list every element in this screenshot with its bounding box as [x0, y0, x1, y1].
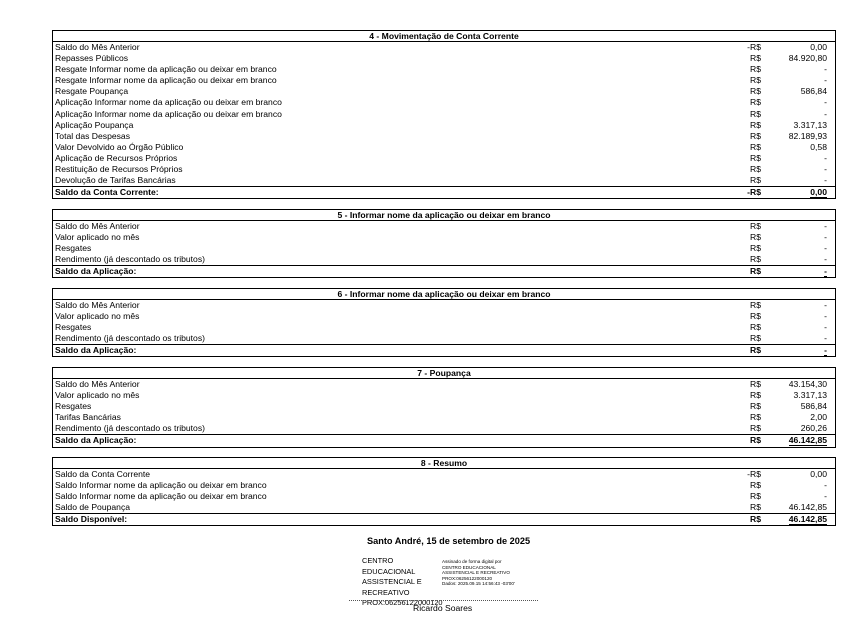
row-value: 2,00 — [810, 412, 827, 423]
table-row — [53, 164, 835, 175]
section-table — [52, 209, 836, 278]
row-value: - — [824, 491, 827, 502]
row-value: 46.142,85 — [788, 514, 827, 525]
row-currency: R$ — [750, 64, 761, 75]
section-title: 8 - Resumo — [53, 458, 835, 469]
row-label: Devolução de Tarifas Bancárias — [55, 175, 176, 186]
row-currency: R$ — [750, 232, 761, 243]
row-currency: R$ — [750, 75, 761, 86]
row-value: 586,84 — [800, 86, 827, 97]
row-currency: R$ — [750, 322, 761, 333]
row-currency: R$ — [750, 311, 761, 322]
row-label: Saldo da Conta Corrente: — [55, 187, 159, 198]
table-row — [53, 300, 835, 311]
row-value: - — [824, 75, 827, 86]
table-row — [53, 153, 835, 164]
row-currency: R$ — [750, 401, 761, 412]
row-value: 3.317,13 — [793, 390, 827, 401]
signature-org-line: ASSISTENCIAL E — [362, 577, 422, 586]
table-row — [53, 232, 835, 243]
row-value: 43.154,30 — [788, 379, 827, 389]
row-value: - — [824, 480, 827, 491]
row-currency: R$ — [750, 379, 761, 389]
row-value: - — [824, 108, 827, 119]
row-currency: R$ — [750, 108, 761, 119]
row-currency: -R$ — [747, 469, 761, 479]
row-value: 586,84 — [800, 401, 827, 412]
row-value: - — [824, 243, 827, 254]
row-value: - — [824, 97, 827, 108]
row-value: 0,00 — [810, 42, 827, 52]
row-currency: R$ — [750, 243, 761, 254]
table-row — [53, 120, 835, 131]
table-row — [53, 142, 835, 153]
row-label: Resgates — [55, 322, 92, 333]
row-label: Saldo da Aplicação: — [55, 266, 137, 277]
total-row — [53, 434, 835, 446]
row-value: 84.920,80 — [788, 53, 827, 64]
row-currency: R$ — [750, 300, 761, 310]
table-row — [53, 131, 835, 142]
row-currency: R$ — [750, 86, 761, 97]
table-row — [53, 75, 835, 86]
row-value: 82.189,93 — [788, 130, 827, 141]
row-label: Valor aplicado no mês — [55, 232, 140, 243]
row-label: Saldo Informar nome da aplicação ou deixar em branco — [55, 480, 267, 491]
table-row — [53, 86, 835, 97]
row-label: Rendimento (já descontado os tributos) — [55, 254, 205, 265]
table-row — [53, 42, 835, 53]
digital-sig-line: Dados: 2025.09.15 14:56:43 -03'00' — [442, 581, 515, 587]
table-row — [53, 254, 835, 265]
table-row — [53, 221, 835, 232]
row-label: Rendimento (já descontado os tributos) — [55, 423, 205, 434]
row-currency: R$ — [750, 152, 761, 163]
row-currency: R$ — [750, 164, 761, 175]
row-currency: R$ — [750, 502, 761, 513]
table-row — [53, 97, 835, 108]
row-currency: R$ — [750, 221, 761, 231]
table-row — [53, 412, 835, 423]
row-currency: R$ — [750, 345, 761, 356]
row-value: - — [824, 254, 827, 265]
row-currency: R$ — [750, 514, 761, 525]
row-label: Total das Despesas — [55, 130, 130, 141]
row-currency: R$ — [750, 97, 761, 108]
row-label: Saldo da Aplicação: — [55, 435, 137, 446]
row-currency: -R$ — [747, 42, 761, 52]
table-row — [53, 322, 835, 333]
row-currency: R$ — [750, 53, 761, 64]
row-value: - — [824, 164, 827, 175]
row-currency: R$ — [750, 412, 761, 423]
row-label: Saldo Disponível: — [55, 514, 128, 525]
signature-org-line: CENTRO EDUCACIONAL — [362, 556, 416, 576]
row-label: Restituição de Recursos Próprios — [55, 164, 183, 175]
table-row — [53, 480, 835, 491]
row-label: Aplicação de Recursos Próprios — [55, 152, 178, 163]
row-value: - — [824, 311, 827, 322]
total-row — [53, 186, 835, 198]
row-value: - — [824, 333, 827, 344]
row-value: 46.142,85 — [788, 435, 827, 446]
row-currency: R$ — [750, 480, 761, 491]
table-row — [53, 401, 835, 412]
digital-signature-info — [442, 559, 542, 587]
digital-sig-line: CENTRO EDUCACIONAL — [442, 564, 496, 570]
row-label: Saldo do Mês Anterior — [55, 42, 140, 52]
row-value: 0,58 — [810, 141, 827, 152]
row-label: Valor aplicado no mês — [55, 311, 140, 322]
row-currency: R$ — [750, 130, 761, 141]
row-value: 260,26 — [800, 423, 827, 434]
row-currency: R$ — [750, 141, 761, 152]
section-title: 4 - Movimentação de Conta Corrente — [53, 31, 835, 42]
row-value: - — [824, 345, 827, 356]
table-row — [53, 379, 835, 390]
digital-sig-line: PROX:06256122000120 — [442, 575, 493, 581]
row-value: 0,00 — [810, 187, 827, 198]
row-value: 46.142,85 — [788, 502, 827, 513]
table-row — [53, 333, 835, 344]
row-label: Aplicação Informar nome da aplicação ou deixar em branco — [55, 97, 282, 108]
table-row — [53, 109, 835, 120]
row-label: Saldo da Conta Corrente — [55, 469, 151, 479]
row-currency: R$ — [750, 266, 761, 277]
row-label: Valor aplicado no mês — [55, 390, 140, 401]
table-row — [53, 390, 835, 401]
total-row — [53, 265, 835, 277]
row-label: Valor Devolvido ao Órgão Público — [55, 141, 184, 152]
row-label: Repasses Públicos — [55, 53, 129, 64]
digital-sig-line: ASSISTENCIAL E RECREATIVO — [442, 570, 510, 576]
total-row — [53, 513, 835, 525]
row-label: Saldo da Aplicação: — [55, 345, 137, 356]
section-title: 7 - Poupança — [53, 368, 835, 379]
table-row — [53, 423, 835, 434]
digital-sig-line: Assinado de forma digital por — [442, 559, 502, 564]
signature-org-line: PROX:06256122000120 — [362, 598, 443, 607]
section-title: 5 - Informar nome da aplicação ou deixar em branco — [53, 210, 835, 221]
row-label: Saldo Informar nome da aplicação ou deixar em branco — [55, 491, 267, 502]
row-value: - — [824, 322, 827, 333]
table-row — [53, 469, 835, 480]
table-row — [53, 64, 835, 75]
table-row — [53, 502, 835, 513]
row-label: Resgates — [55, 243, 92, 254]
row-value: - — [824, 175, 827, 186]
place-date: Santo André, 15 de setembro de 2025 — [367, 536, 531, 546]
signature-org-line: RECREATIVO — [362, 587, 410, 597]
signature-line — [349, 600, 538, 601]
row-label: Tarifas Bancárias — [55, 412, 121, 423]
row-value: 0,00 — [810, 469, 827, 479]
row-currency: -R$ — [747, 187, 761, 198]
row-value: - — [824, 64, 827, 75]
row-currency: R$ — [750, 254, 761, 265]
row-currency: R$ — [750, 175, 761, 186]
row-currency: R$ — [750, 119, 761, 130]
row-currency: R$ — [750, 435, 761, 446]
row-label: Saldo de Poupança — [55, 502, 131, 513]
row-label: Saldo do Mês Anterior — [55, 221, 140, 231]
row-value: - — [824, 300, 827, 310]
row-label: Rendimento (já descontado os tributos) — [55, 333, 205, 344]
table-row — [53, 491, 835, 502]
row-label: Resgate Informar nome da aplicação ou deixar em branco — [55, 64, 277, 75]
row-label: Aplicação Poupança — [55, 119, 134, 130]
row-currency: R$ — [750, 491, 761, 502]
section-table — [52, 288, 836, 357]
row-label: Resgate Poupança — [55, 86, 129, 97]
row-currency: R$ — [750, 423, 761, 434]
row-label: Saldo do Mês Anterior — [55, 379, 140, 389]
row-label: Resgates — [55, 401, 92, 412]
section-table — [52, 367, 836, 448]
section-title: 6 - Informar nome da aplicação ou deixar em branco — [53, 289, 835, 300]
row-value: - — [824, 221, 827, 231]
row-label: Aplicação Informar nome da aplicação ou deixar em branco — [55, 108, 282, 119]
table-row — [53, 53, 835, 64]
signer-name: Ricardo Soares — [413, 603, 473, 613]
row-label: Saldo do Mês Anterior — [55, 300, 140, 310]
row-label: Resgate Informar nome da aplicação ou deixar em branco — [55, 75, 277, 86]
table-row — [53, 175, 835, 186]
row-currency: R$ — [750, 333, 761, 344]
row-currency: R$ — [750, 390, 761, 401]
total-row — [53, 344, 835, 356]
row-value: - — [824, 152, 827, 163]
row-value: - — [824, 266, 827, 277]
row-value: - — [824, 232, 827, 243]
table-row — [53, 243, 835, 254]
row-value: 3.317,13 — [793, 119, 827, 130]
section-table — [52, 457, 836, 526]
table-row — [53, 311, 835, 322]
section-table — [52, 30, 836, 199]
